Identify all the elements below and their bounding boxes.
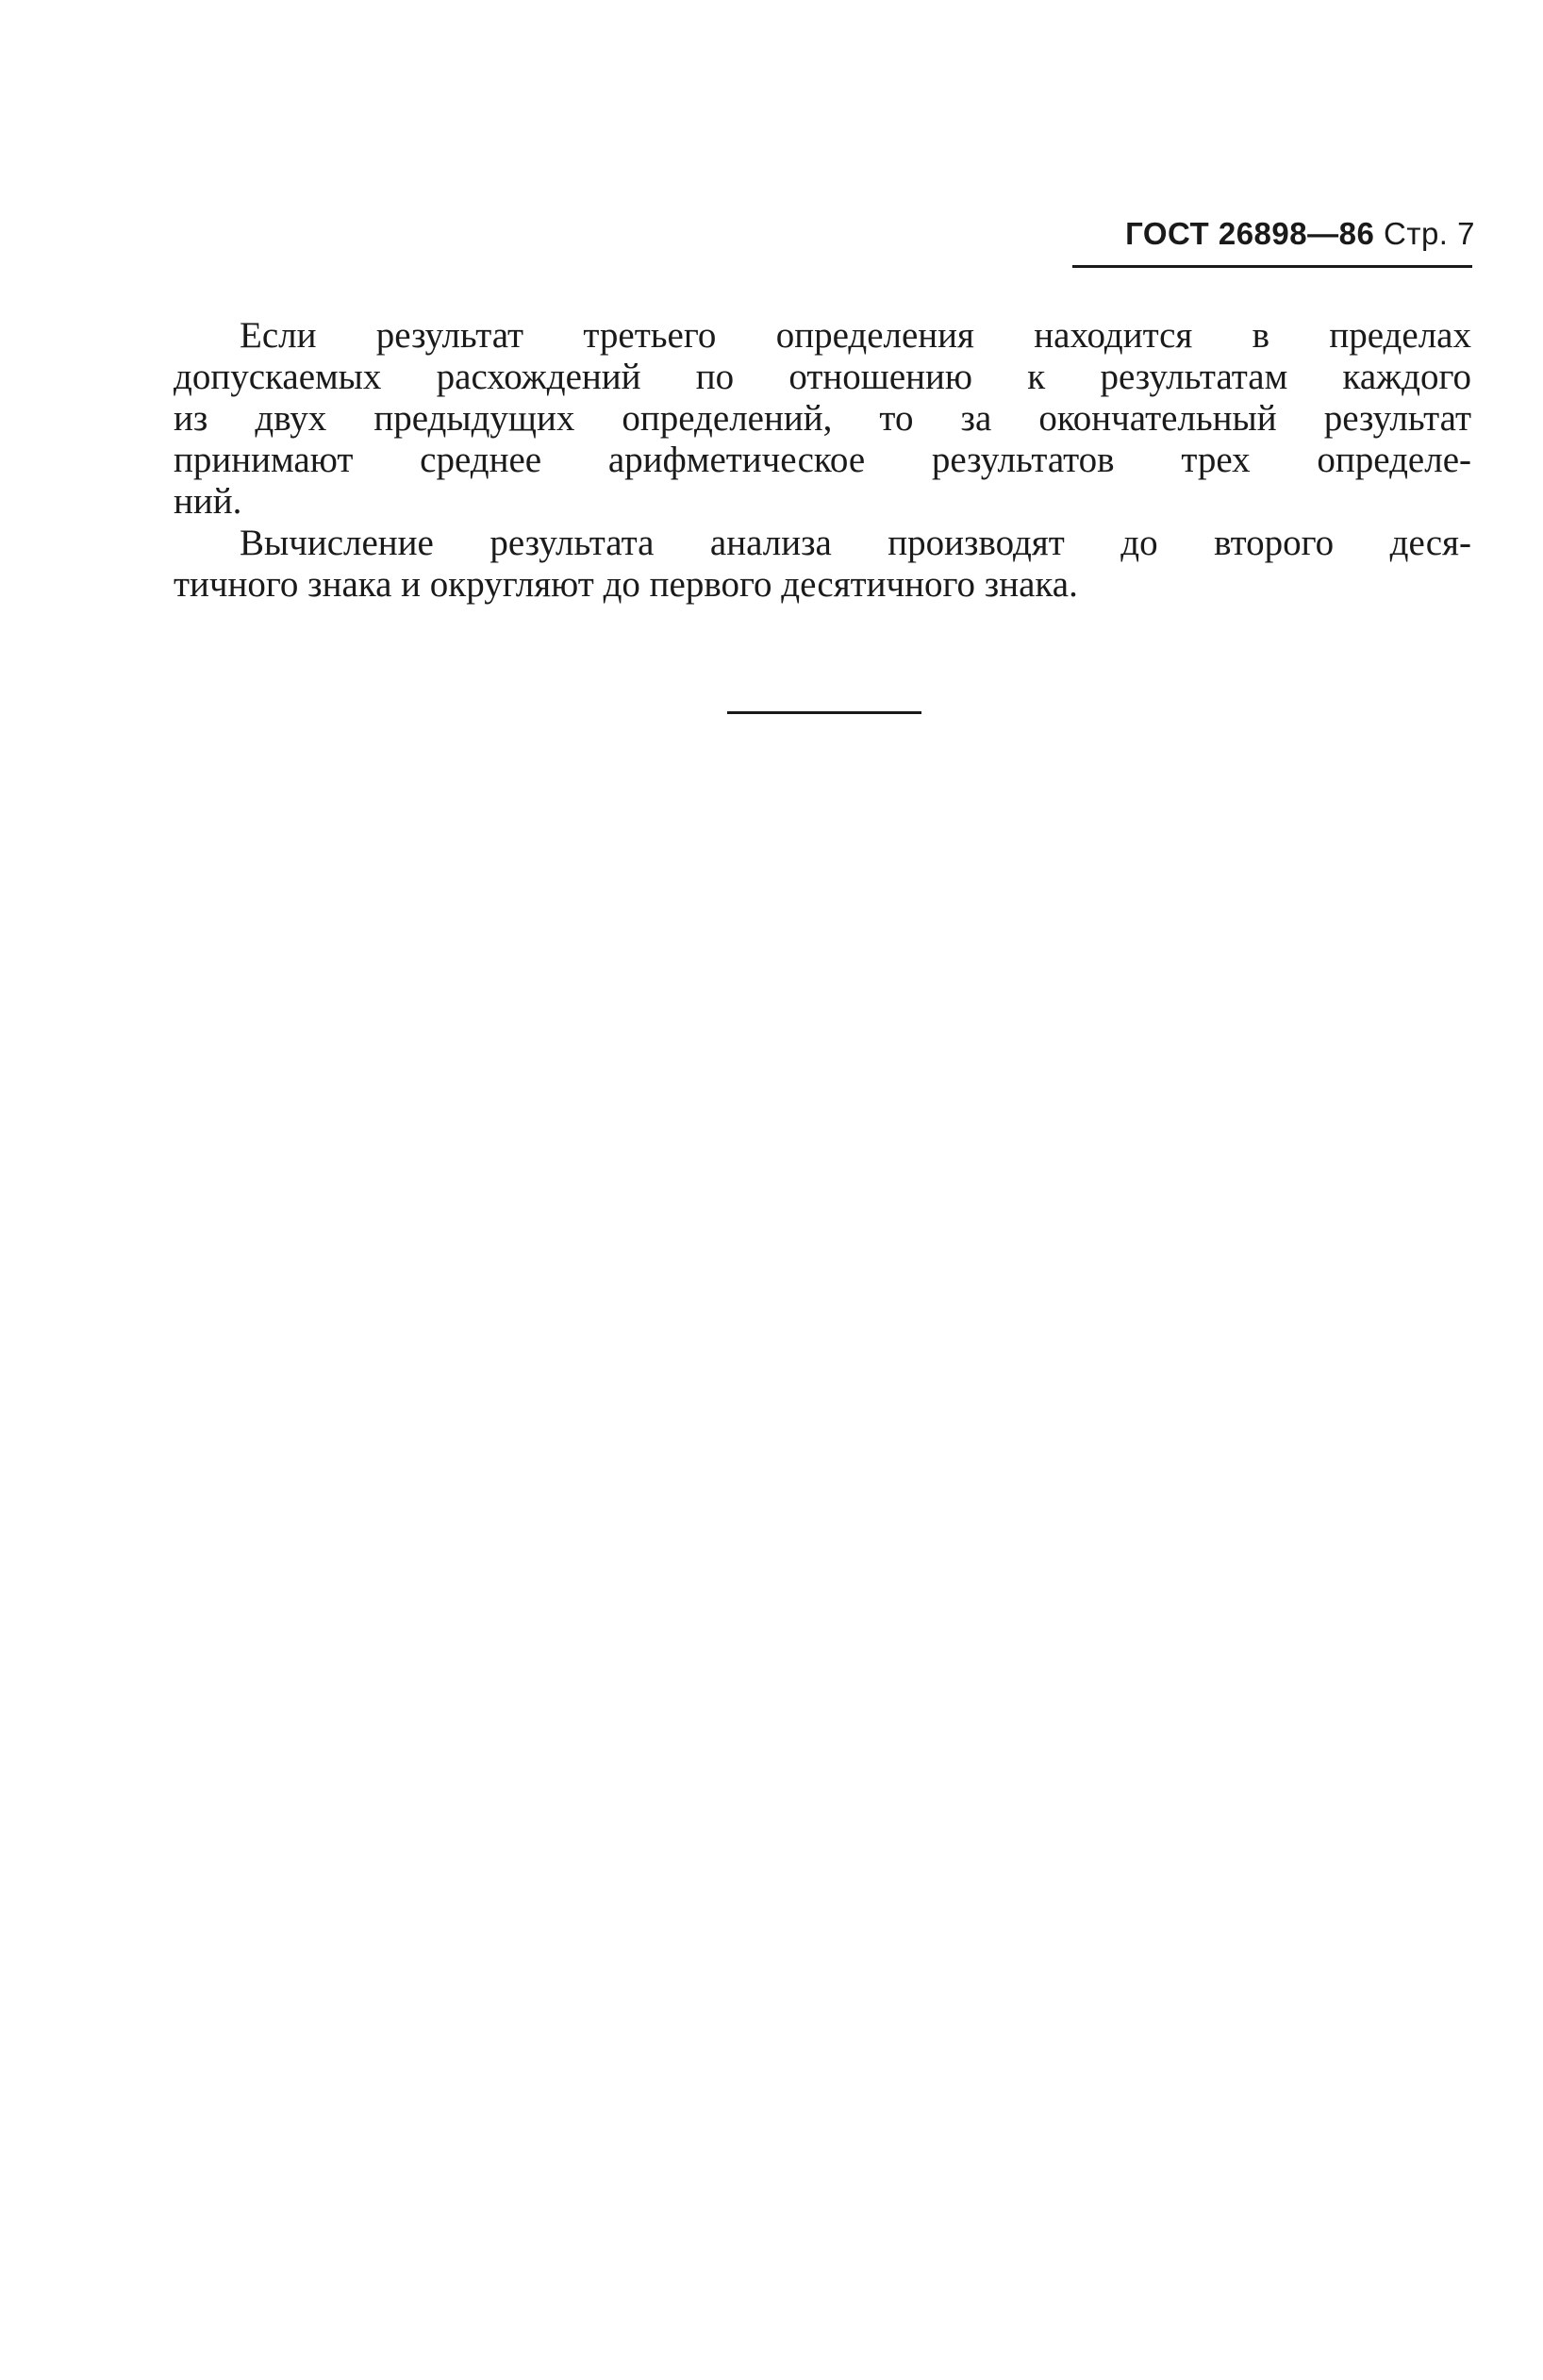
text-line: Вычисление результата анализа производят до второго деся- (240, 523, 1471, 563)
page-number: Стр. 7 (1384, 216, 1475, 251)
paragraph-calculation (174, 523, 1471, 606)
text-line: Если результат третьего определения находится в пределах (240, 315, 1471, 356)
paragraph-final-result (174, 315, 1471, 523)
text-line: ний. (174, 481, 242, 522)
standard-number: ГОСТ 26898—86 (1125, 216, 1375, 251)
text-line: принимают среднее арифметическое результатов трех определе- (174, 440, 1471, 480)
text-line: допускаемых расхождений по отношению к результатам каждого (174, 357, 1471, 397)
body-text (174, 315, 1471, 606)
running-head (1070, 213, 1475, 255)
text-line: тичного знака и округляют до первого десятичного знака. (174, 564, 1078, 605)
end-of-text-rule (727, 711, 921, 714)
header-rule (1072, 265, 1472, 268)
text-line: из двух предыдущих определений, то за окончательный результат (174, 398, 1471, 439)
